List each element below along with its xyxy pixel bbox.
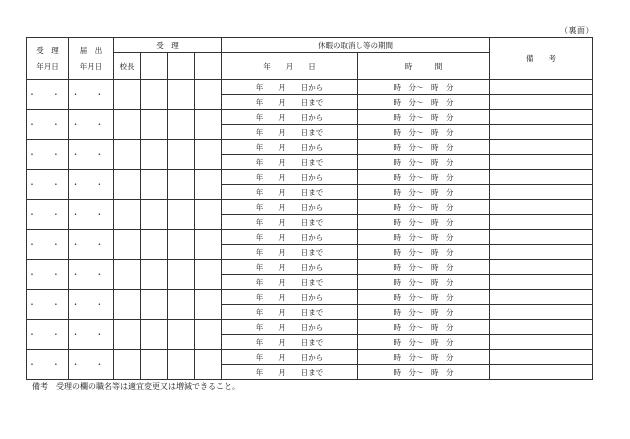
acceptance-seal-cell[interactable] bbox=[141, 140, 168, 170]
submit-date-cell[interactable]: ・ ・ bbox=[69, 140, 114, 170]
acceptance-seal-cell[interactable] bbox=[168, 140, 195, 170]
acceptance-seal-cell[interactable] bbox=[168, 110, 195, 140]
time-range-cell[interactable]: 時 分～ 時 分 bbox=[358, 335, 490, 350]
receipt-date-cell[interactable]: ・ ・ bbox=[27, 230, 69, 260]
to-date-cell[interactable]: 年 月 日まで bbox=[222, 95, 358, 110]
time-range-cell[interactable]: 時 分～ 時 分 bbox=[358, 350, 490, 365]
time-range-cell[interactable]: 時 分～ 時 分 bbox=[358, 170, 490, 185]
table-row bbox=[27, 170, 593, 185]
time-range-cell[interactable]: 時 分～ 時 分 bbox=[358, 230, 490, 245]
to-date-cell[interactable]: 年 月 日まで bbox=[222, 245, 358, 260]
remarks-cell[interactable] bbox=[490, 335, 593, 350]
submit-date-cell[interactable]: ・ ・ bbox=[69, 170, 114, 200]
acceptance-blank-header bbox=[168, 53, 195, 80]
acceptance-seal-cell[interactable] bbox=[168, 170, 195, 200]
time-range-cell[interactable]: 時 分～ 時 分 bbox=[358, 260, 490, 275]
acceptance-seal-cell[interactable] bbox=[195, 200, 222, 230]
acceptance-seal-cell[interactable] bbox=[195, 80, 222, 110]
to-date-cell[interactable]: 年 月 日まで bbox=[222, 275, 358, 290]
to-date-cell[interactable]: 年 月 日まで bbox=[222, 155, 358, 170]
acceptance-seal-cell[interactable] bbox=[141, 200, 168, 230]
submit-date-cell[interactable]: ・ ・ bbox=[69, 260, 114, 290]
table-row bbox=[27, 110, 593, 125]
acceptance-seal-cell[interactable] bbox=[195, 320, 222, 350]
acceptance-seal-cell[interactable] bbox=[141, 230, 168, 260]
submit-date-cell[interactable]: ・ ・ bbox=[69, 80, 114, 110]
acceptance-seal-cell[interactable] bbox=[195, 170, 222, 200]
submit-date-cell[interactable]: ・ ・ bbox=[69, 110, 114, 140]
remarks-cell[interactable] bbox=[490, 365, 593, 380]
period-header: 休暇の取消し等の期間 bbox=[222, 38, 490, 53]
to-date-cell[interactable]: 年 月 日まで bbox=[222, 215, 358, 230]
time-range-cell[interactable]: 時 分～ 時 分 bbox=[358, 275, 490, 290]
to-date-cell[interactable]: 年 月 日まで bbox=[222, 125, 358, 140]
time-range-cell[interactable]: 時 分～ 時 分 bbox=[358, 200, 490, 215]
principal-seal-cell[interactable] bbox=[114, 110, 141, 140]
acceptance-seal-cell[interactable] bbox=[168, 230, 195, 260]
from-date-cell[interactable]: 年 月 日から bbox=[222, 110, 358, 125]
acceptance-seal-cell[interactable] bbox=[141, 260, 168, 290]
receipt-date-cell[interactable]: ・ ・ bbox=[27, 170, 69, 200]
to-date-cell[interactable]: 年 月 日まで bbox=[222, 335, 358, 350]
acceptance-seal-cell[interactable] bbox=[141, 80, 168, 110]
acceptance-seal-cell[interactable] bbox=[168, 260, 195, 290]
submit-date-cell[interactable]: ・ ・ bbox=[69, 320, 114, 350]
remarks-cell[interactable] bbox=[490, 155, 593, 170]
submit-date-cell[interactable]: ・ ・ bbox=[69, 200, 114, 230]
acceptance-seal-cell[interactable] bbox=[195, 290, 222, 320]
remarks-cell[interactable] bbox=[490, 170, 593, 185]
principal-seal-cell[interactable] bbox=[114, 320, 141, 350]
acceptance-seal-cell[interactable] bbox=[168, 350, 195, 380]
time-range-cell[interactable]: 時 分～ 時 分 bbox=[358, 80, 490, 95]
receipt-date-cell[interactable]: ・ ・ bbox=[27, 200, 69, 230]
time-range-cell[interactable]: 時 分～ 時 分 bbox=[358, 305, 490, 320]
table-row bbox=[27, 260, 593, 275]
submit-date-header: 届 出 年月日 bbox=[69, 38, 114, 80]
principal-seal-cell[interactable] bbox=[114, 140, 141, 170]
time-range-cell[interactable]: 時 分～ 時 分 bbox=[358, 290, 490, 305]
time-range-cell[interactable]: 時 分～ 時 分 bbox=[358, 185, 490, 200]
time-range-cell[interactable]: 時 分～ 時 分 bbox=[358, 320, 490, 335]
time-range-cell[interactable]: 時 分～ 時 分 bbox=[358, 155, 490, 170]
from-date-cell[interactable]: 年 月 日から bbox=[222, 200, 358, 215]
acceptance-seal-cell[interactable] bbox=[168, 290, 195, 320]
page-side-label: （裏面） bbox=[560, 26, 594, 35]
table-row bbox=[27, 140, 593, 155]
from-date-cell[interactable]: 年 月 日から bbox=[222, 350, 358, 365]
remarks-cell[interactable] bbox=[490, 230, 593, 245]
receipt-date-cell[interactable]: ・ ・ bbox=[27, 290, 69, 320]
acceptance-seal-cell[interactable] bbox=[141, 290, 168, 320]
remarks-cell[interactable] bbox=[490, 215, 593, 230]
to-date-cell[interactable]: 年 月 日まで bbox=[222, 185, 358, 200]
from-date-cell[interactable]: 年 月 日から bbox=[222, 140, 358, 155]
acceptance-seal-cell[interactable] bbox=[195, 140, 222, 170]
receipt-date-cell[interactable]: ・ ・ bbox=[27, 80, 69, 110]
remarks-cell[interactable] bbox=[490, 80, 593, 95]
to-date-cell[interactable]: 年 月 日まで bbox=[222, 305, 358, 320]
table-row bbox=[27, 320, 593, 335]
time-range-cell[interactable]: 時 分～ 時 分 bbox=[358, 140, 490, 155]
acceptance-seal-cell[interactable] bbox=[168, 320, 195, 350]
remarks-cell[interactable] bbox=[490, 290, 593, 305]
from-date-cell[interactable]: 年 月 日から bbox=[222, 260, 358, 275]
receipt-date-cell[interactable]: ・ ・ bbox=[27, 260, 69, 290]
receipt-date-cell[interactable]: ・ ・ bbox=[27, 140, 69, 170]
table-row bbox=[27, 350, 593, 365]
remarks-cell[interactable] bbox=[490, 200, 593, 215]
from-date-cell[interactable]: 年 月 日から bbox=[222, 80, 358, 95]
footnote: 備考 受理の欄の職名等は適宜変更又は増減できること。 bbox=[32, 382, 240, 391]
remarks-cell[interactable] bbox=[490, 125, 593, 140]
from-date-cell[interactable]: 年 月 日から bbox=[222, 170, 358, 185]
from-date-cell[interactable]: 年 月 日から bbox=[222, 320, 358, 335]
remarks-cell[interactable] bbox=[490, 320, 593, 335]
acceptance-seal-cell[interactable] bbox=[141, 170, 168, 200]
submit-date-cell[interactable]: ・ ・ bbox=[69, 230, 114, 260]
remarks-cell[interactable] bbox=[490, 185, 593, 200]
time-range-cell[interactable]: 時 分～ 時 分 bbox=[358, 245, 490, 260]
acceptance-blank-header bbox=[141, 53, 168, 80]
remarks-cell[interactable] bbox=[490, 245, 593, 260]
remarks-cell[interactable] bbox=[490, 95, 593, 110]
receipt-date-header: 受 理 年月日 bbox=[27, 38, 69, 80]
acceptance-header: 受 理 bbox=[114, 38, 222, 53]
receipt-date-cell[interactable]: ・ ・ bbox=[27, 320, 69, 350]
acceptance-seal-cell[interactable] bbox=[195, 260, 222, 290]
period-time-header: 時 間 bbox=[358, 53, 490, 80]
leave-cancellation-table bbox=[26, 37, 593, 380]
acceptance-seal-cell[interactable] bbox=[141, 350, 168, 380]
principal-seal-cell[interactable] bbox=[114, 290, 141, 320]
acceptance-blank-header bbox=[195, 53, 222, 80]
principal-seal-cell[interactable] bbox=[114, 230, 141, 260]
receipt-date-cell[interactable]: ・ ・ bbox=[27, 110, 69, 140]
table-row bbox=[27, 230, 593, 245]
acceptance-seal-cell[interactable] bbox=[195, 350, 222, 380]
acceptance-seal-cell[interactable] bbox=[168, 200, 195, 230]
table-row bbox=[27, 290, 593, 305]
acceptance-seal-cell[interactable] bbox=[195, 110, 222, 140]
time-range-cell[interactable]: 時 分～ 時 分 bbox=[358, 365, 490, 380]
principal-seal-cell[interactable] bbox=[114, 260, 141, 290]
acceptance-seal-cell[interactable] bbox=[141, 320, 168, 350]
period-date-header: 年 月 日 bbox=[222, 53, 358, 80]
remarks-cell[interactable] bbox=[490, 305, 593, 320]
principal-seal-cell[interactable] bbox=[114, 170, 141, 200]
time-range-cell[interactable]: 時 分～ 時 分 bbox=[358, 125, 490, 140]
acceptance-seal-cell[interactable] bbox=[168, 80, 195, 110]
remarks-cell[interactable] bbox=[490, 275, 593, 290]
principal-seal-cell[interactable] bbox=[114, 80, 141, 110]
remarks-cell[interactable] bbox=[490, 260, 593, 275]
table-body bbox=[27, 80, 593, 380]
time-range-cell[interactable]: 時 分～ 時 分 bbox=[358, 215, 490, 230]
principal-seal-cell[interactable] bbox=[114, 200, 141, 230]
from-date-cell[interactable]: 年 月 日から bbox=[222, 230, 358, 245]
table-row bbox=[27, 200, 593, 215]
remarks-cell[interactable] bbox=[490, 110, 593, 125]
principal-header: 校長 bbox=[114, 53, 141, 80]
remarks-cell[interactable] bbox=[490, 140, 593, 155]
remarks-cell[interactable] bbox=[490, 350, 593, 365]
remarks-header: 備 考 bbox=[490, 38, 593, 80]
acceptance-seal-cell[interactable] bbox=[141, 110, 168, 140]
acceptance-seal-cell[interactable] bbox=[195, 230, 222, 260]
receipt-date-cell[interactable]: ・ ・ bbox=[27, 350, 69, 380]
submit-date-cell[interactable]: ・ ・ bbox=[69, 290, 114, 320]
from-date-cell[interactable]: 年 月 日から bbox=[222, 290, 358, 305]
time-range-cell[interactable]: 時 分～ 時 分 bbox=[358, 110, 490, 125]
submit-date-cell[interactable]: ・ ・ bbox=[69, 350, 114, 380]
time-range-cell[interactable]: 時 分～ 時 分 bbox=[358, 95, 490, 110]
principal-seal-cell[interactable] bbox=[114, 350, 141, 380]
table-row bbox=[27, 80, 593, 95]
to-date-cell[interactable]: 年 月 日まで bbox=[222, 365, 358, 380]
